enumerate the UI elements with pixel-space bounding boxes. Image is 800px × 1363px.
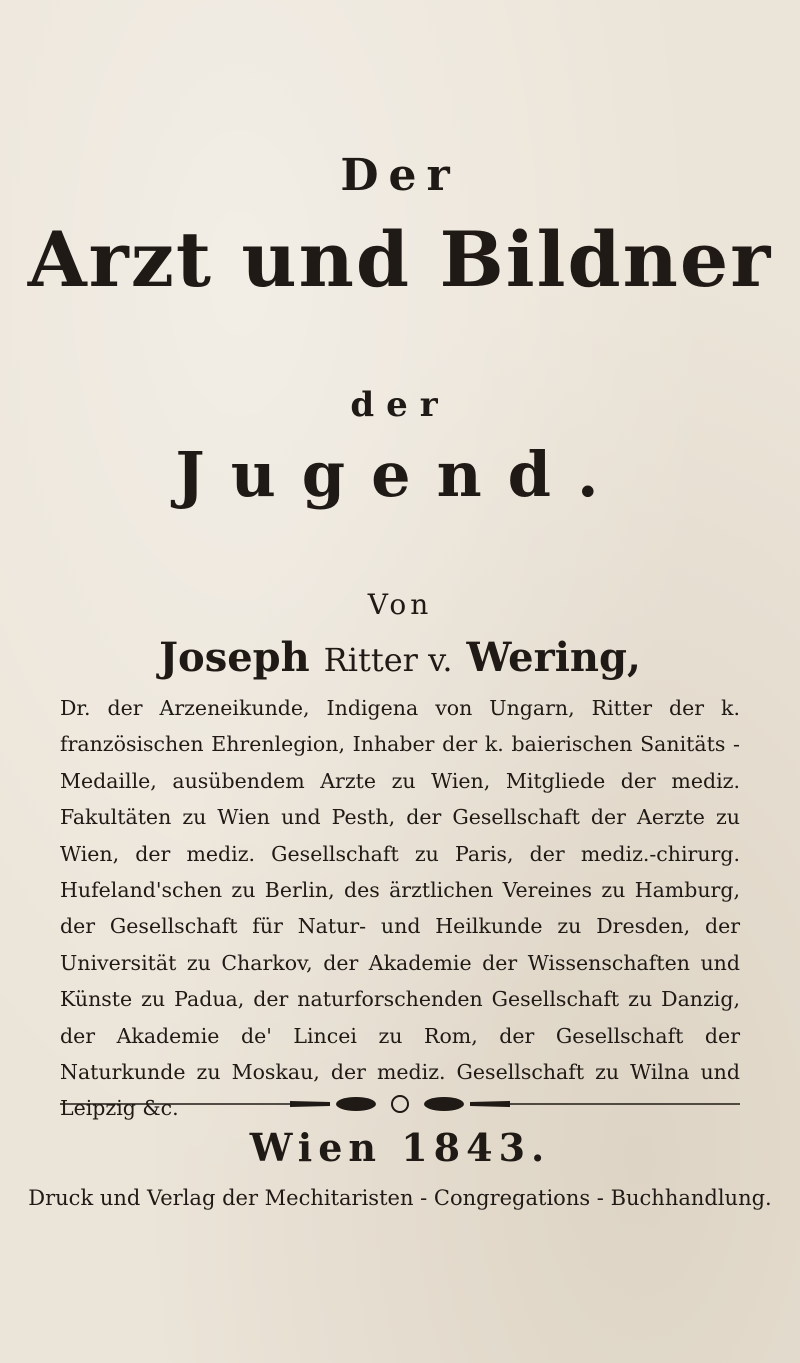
imprint-printer: Druck und Verlag der Mechitaristen - Congregations - Buchhandlung. — [28, 1186, 772, 1210]
author-name — [0, 634, 800, 681]
title-article: Der — [340, 150, 460, 201]
author-last-name: Wering, — [466, 634, 641, 681]
title-connector: der — [350, 385, 450, 425]
author-credentials: Dr. der Arzeneikunde, Indigena von Ungarn, Ritter der k. französischen Ehrenlegion, Inhaber der k. baierischen Sanitäts - Medaille, ausübendem Arzte zu Wien, Mitgliede der mediz. Fakultäten zu Wien und Pesth, der Gesellschaft der Aerzte zu Wien, der mediz. Gesellschaft zu Paris, der mediz.-chirurg. Hufeland'schen zu Berlin, des ärztlichen Vereines zu Hamburg, der Gesellschaft für Natur- und Heilkunde zu Dresden, der Universität zu Charkov, der Akademie der Wissenschaften und Künste zu Padua, der naturforschenden Gesellschaft zu Danzig, der Akademie de' Lincei zu Rom, der Gesellschaft der Naturkunde zu Moskau, der mediz. Gesellschaft zu Wilna und Leipzig &c. — [60, 696, 740, 1121]
byline-von: Von — [367, 588, 433, 621]
title-subject: Jugend. — [175, 438, 625, 511]
main-title: Arzt und Bildner — [27, 215, 773, 304]
author-first-name: Joseph — [159, 634, 310, 681]
ornamental-divider — [60, 1092, 740, 1116]
author-title: Ritter v. — [323, 641, 453, 679]
imprint-city-year: Wien 1843. — [249, 1125, 551, 1170]
